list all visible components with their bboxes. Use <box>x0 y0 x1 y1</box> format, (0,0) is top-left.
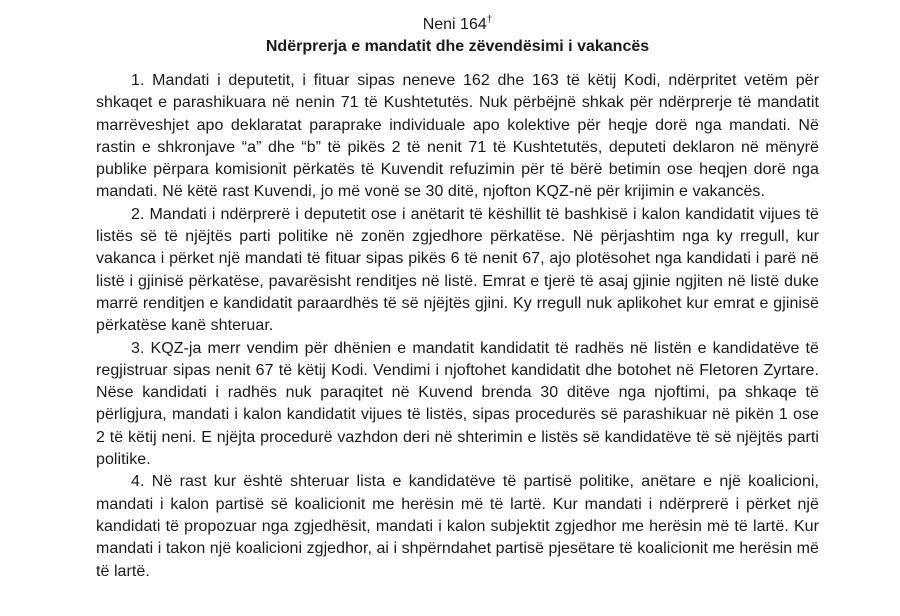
paragraph-4: 4. Në rast kur është shteruar lista e kandidatëve të partisë politike, anëtare e një koalicioni, mandati i kalon partisë së koalicionit me herësin më të lartë. Kur mandati i ndërprerë i përket një kandidati të propozuar nga zgjedhësit, mandati i kalon subjektit zgjedhor me herësin më të lartë. Kur mandati i takon një koalicioni zgjedhor, ai i shpërndahet partisë pjesëtare të koalicionit me herësin më të lartë. <box>96 473 819 580</box>
article-number-text: Neni 164 <box>422 16 487 33</box>
paragraph-1: 1. Mandati i deputetit, i fituar sipas neneve 162 dhe 163 të këtij Kodi, ndërpritet vetëm për shkaqet e parashikuara në nenin 71 të Kushtetutës. Nuk përbëjnë shkak për ndërprerje të mandatit marrëveshjet apo deklaratat paraprake individuale apo kolektive për heqje dorë nga mandati. Në rastin e shkronjave “a” dhe “b” të pikës 2 të nenit 71 të Kushtetutës, deputeti deklaron në mënyrë publike përpara komisionit përkatës të Kuvendit refuzimin për të bërë betimin ose heqjen dorë nga mandati. Në këtë rast Kuvendi, jo më vonë se 30 ditë, njofton KQZ-në për krijimin e vakancës. <box>96 72 819 201</box>
article-title: Ndërprerja e mandatit dhe zëvendësimi i vakancës <box>265 38 650 55</box>
document-page <box>96 14 819 583</box>
paragraph-3: 3. KQZ-ja merr vendim për dhënien e mandatit kandidatit të radhës në listën e kandidatëve të regjistruar sipas nenit 67 të këtij Kodi. Vendimi i njoftohet kandidatit dhe botohet në Fletoren Zyrtare. Nëse kandidati i radhës nuk paraqitet në Kuvend brenda 30 ditëve nga njoftimi, pa shkaqe të përligjura, mandati i kalon kandidatit vijues të listës, sipas procedurës së parashikuar në pikën 1 ose 2 të këtij neni. E njëjta procedurë vazhdon deri në shterimin e listës së kandidatëve të së njëjtës parti politike. <box>96 339 819 469</box>
article-number <box>96 14 819 36</box>
footnote-mark: † <box>486 14 493 26</box>
paragraph-2: 2. Mandati i ndërprerë i deputetit ose i anëtarit të këshillit të bashkisë i kalon kandidatit vijues të listës së të njëjtës parti politike në zonën zgjedhore përkatëse. Në përjashtim nga ky rregull, kur vakanca i përket një mandati të fituar sipas pikës 6 të nenit 67, ajo plotësohet nga kandidati i parë në listë i gjinisë përkatëse, pavarësisht renditjes në listë. Emrat e tjerë të asaj gjinie ngjiten në listë duke marrë renditjen e kandidatit paraardhës të së njëjtës gjini. Ky rregull nuk aplikohet kur emrat e gjinisë përkatëse kanë shteruar. <box>96 205 819 335</box>
